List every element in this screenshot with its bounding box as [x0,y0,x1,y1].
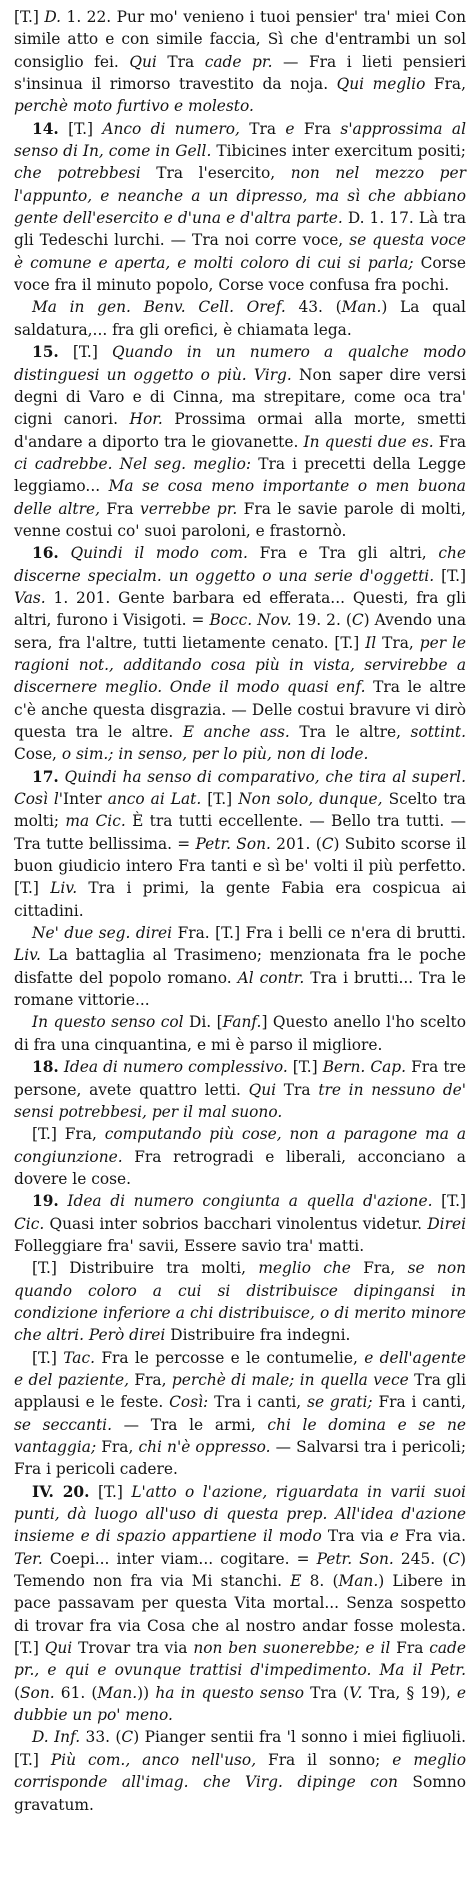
paragraph-p-17c: In questo senso col Di. [Fanf.] Questo anello l'ho scelto di fra una cinquantina, e mi è parso il migliore. [14,1013,466,1054]
paragraph-p-14b: Ma in gen. Benv. Cell. Oref. 43. (Man.) La qual saldatura,... fra gli orefici, è chiamata lega. [14,298,466,339]
paragraph-p-16: 16. Quindi il modo com. Fra e Tra gli altri, che discerne specialm. un oggetto o una serie d'oggetti. [T.] Vas. 1. 201. Gente barbara ed efferata... Questi, fra gli altri, furono i Visigoti. = Bocc. Nov. 19. 2. (C) Avendo una sera, fra l'altre, tutti lietamente cenato. [T.] Il Tra, per le ragioni not., additando cosa più in vista, servirebbe a discernere meglio. Onde il modo quasi enf. Tra le altre c'è anche questa disgrazia. — Delle costui bravure vi dirò questa tra le altre. E anche ass. Tra le altre, sottint. Cose, o sim.; in senso, per lo più, non di lode. [14,544,467,764]
paragraph-p-14: 14. [T.] Anco di numero, Tra e Fra s'approssima al senso di In, come in Gell. Tibicines inter exercitum positi; che potrebbesi Tra l'esercito, non nel mezzo per l'appunto, e neanche a un dipresso, ma sì che abbiano gente dell'esercito e d'una e d'altra parte. D. 1. 17. Là tra gli Tedeschi lurchi. — Tra noi corre voce, se questa voce è comune e aperta, e molti coloro di cui si parla; Corse voce fra il minuto popolo, Corse voce confusa fra pochi. [14,119,466,295]
paragraph-p-iv20b: D. Inf. 33. (C) Pianger sentii fra 'l sonno i miei figliuoli. [T.] Più com., anco nell'uso, Fra il sonno; e meglio corrisponde all'imag. che Virg. dipinge con Somno gravatum. [14,1728,467,1814]
paragraph-p-intro: [T.] D. 1. 22. Pur mo' venieno i tuoi pensier' tra' miei Con simile atto e con simile faccia, Sì che d'entrambi un sol consiglio fei. Qui Tra cade pr. — Fra i lieti pensieri s'insinua il rimorso travestito da noja. Qui meglio Fra, perchè moto furtivo e molesto. [14,8,467,116]
paragraph-p-18b: [T.] Fra, computando più cose, non a paragone ma a congiunzione. Fra retrogradi e liberali, acconciano a dovere le cose. [14,1125,466,1188]
paragraph-p-17: 17. Quindi ha senso di comparativo, che tira al superl. Così l'Inter anco ai Lat. [T.] Non solo, dunque, Scelto tra molti; ma Cic. È tra tutti eccellente. — Bello tra tutti. — Tra tutte bellissima. = Petr. Son. 201. (C) Subito scorse il buon giudicio intero Fra tanti e sì be' volti il più perfetto. [T.] Liv. Tra i primi, la gente Fabia era cospicua ai cittadini. [14,767,467,920]
paragraph-p-19c: [T.] Tac. Fra le percosse e le contumelie, e dell'agente e del paziente, Fra, perchè di male; in quella vece Tra gli applausi e le feste. Così: Tra i canti, se grati; Fra i canti, se seccanti. — Tra le armi, chi le domina e se ne vantaggia; Fra, chi n'è oppresso. — Salvarsi tra i pericoli; Fra i pericoli cadere. [14,1348,467,1479]
paragraph-p-18: 18. Idea di numero complessivo. [T.] Bern. Cap. Fra tre persone, avete quattro letti. Qui Tra tre in nessuno de' sensi potrebbesi, per il mal suono. [14,1058,467,1121]
paragraph-p-19: 19. Idea di numero congiunta a quella d'azione. [T.] Cic. Quasi inter sobrios bacchari vinolentus videtur. Direi Folleggiare fra' savii, Essere savio tra' matti. [14,1192,466,1255]
paragraph-p-17b: Ne' due seg. direi Fra. [T.] Fra i belli ce n'era di brutti. Liv. La battaglia al Trasimeno; menzionata fra le poche disfatte del popolo romano. Al contr. Tra i brutti... Tra le romane vittorie... [14,924,466,1010]
paragraph-p-iv20: IV. 20. [T.] L'atto o l'azione, riguardata in varii suoi punti, dà luogo all'uso di questa prep. All'idea d'azione insieme e di spazio appartiene il modo Tra via e Fra via. Ter. Coepi... inter viam... cogitare. = Petr. Son. 245. (C) Temendo non fra via Mi stanchi. E 8. (Man.) Libere in pace passavam per questa Vita mortal... Senza sospetto di trovar fra via Cosa che al nostro andar fosse molesta. [T.] Qui Trovar tra via non ben suonerebbe; e il Fra cade pr., e qui e ovunque trattisi d'impedimento. Ma il Petr. (Son. 61. (Man.)) ha in questo senso Tra (V. Tra, § 19), e dubbie un po' meno. [14,1482,467,1725]
paragraph-p-15: 15. [T.] Quando in un numero a qualche modo distinguesi un oggetto o più. Virg. Non saper dire versi degni di Varo e di Cinna, ma strepitare, come oca tra' cigni canori. Hor. Prossima ormai alla morte, smetti d'andare a diporto tra le giovanette. In questi due es. Fra ci cadrebbe. Nel seg. meglio: Tra i precetti della Legge leggiamo... Ma se cosa meno importante o men buona delle altre, Fra verrebbe pr. Fra le savie parole di molti, venne costui co' suoi paroloni, e frastornò. [14,343,466,540]
paragraph-p-19b: [T.] Distribuire tra molti, meglio che Fra, se non quando coloro a cui si distribuisce dipingansi in condizione inferiore a chi distribuisce, o di merito minore che altri. Però direi Distribuire fra indegni. [14,1259,466,1345]
